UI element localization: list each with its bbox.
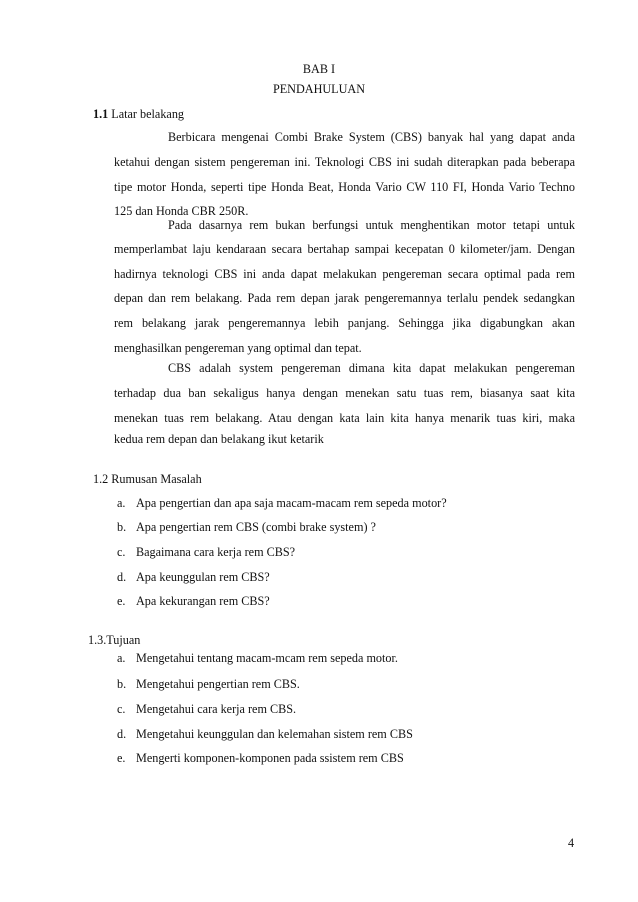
list-item-text: Bagaimana cara kerja rem CBS?: [136, 545, 296, 559]
paragraph-line: depan dan rem belakang. Pada rem depan jarak pengeremannya terlalu pendek sedangkan: [114, 291, 575, 305]
list-marker: c.: [117, 702, 126, 716]
list-marker: d.: [117, 727, 127, 741]
list-item: [117, 651, 398, 666]
paragraph-line: tipe motor Honda, seperti tipe Honda Beat, Honda Vario CW 110 FI, Honda Vario Techno: [114, 180, 575, 194]
list-item: [117, 545, 295, 560]
list-item-text: Apa kekurangan rem CBS?: [136, 594, 270, 608]
paragraph-line: memperlambat laju kendaraan secara bertahap sampai kecepatan 0 kilometer/jam. Dengan: [114, 242, 575, 256]
list-marker: e.: [117, 751, 126, 765]
chapter-label: BAB I: [302, 62, 336, 76]
paragraph-line: Pada dasarnya rem bukan berfungsi untuk menghentikan motor tetapi untuk: [168, 218, 575, 232]
list-item: [117, 570, 270, 585]
chapter-title: PENDAHULUAN: [272, 82, 366, 96]
list-item-text: Mengerti komponen-komponen pada ssistem rem CBS: [136, 751, 404, 765]
list-marker: d.: [117, 570, 127, 584]
section-1-1-heading: [93, 107, 184, 122]
section-1-1-title: Latar belakang: [111, 107, 185, 121]
paragraph-line: terhadap dua ban sekaligus hanya dengan menekan satu tuas rem, biasanya saat kita: [114, 386, 575, 400]
list-marker: b.: [117, 520, 127, 534]
list-item-text: Mengetahui cara kerja rem CBS.: [136, 702, 297, 716]
paragraph-line: menghasilkan pengereman yang optimal dan tepat.: [114, 341, 362, 355]
list-item: [117, 594, 270, 609]
list-marker: e.: [117, 594, 126, 608]
list-item: [117, 496, 447, 511]
list-item-text: Apa pengertian rem CBS (combi brake system) ?: [136, 520, 376, 534]
list-marker: c.: [117, 545, 126, 559]
list-marker: b.: [117, 677, 127, 691]
section-1-1-number: 1.1: [93, 107, 109, 121]
paragraph-line: rem belakang jarak pengeremannya lebih panjang. Sehingga jika digabungkan akan: [114, 316, 575, 330]
list-item: [117, 520, 376, 535]
paragraph-line: CBS adalah system pengereman dimana kita dapat melakukan pengereman: [168, 361, 575, 375]
list-item: [117, 751, 404, 766]
paragraph-line: 125 dan Honda CBR 250R.: [114, 204, 249, 218]
list-marker: a.: [117, 496, 126, 510]
list-item-text: Mengetahui pengertian rem CBS.: [136, 677, 300, 691]
section-1-3-heading: 1.3.Tujuan: [88, 633, 141, 647]
paragraph-line: Berbicara mengenai Combi Brake System (CBS) banyak hal yang dapat anda: [168, 130, 575, 144]
list-item: [117, 727, 413, 742]
paragraph-line: menekan tuas rem belakang. Atau dengan kata lain kita hanya menarik tuas kiri, maka: [114, 411, 575, 425]
page-number: 4: [568, 836, 575, 850]
paragraph-line: ketahui dengan sistem pengereman ini. Teknologi CBS ini sudah diterapkan pada beberapa: [114, 155, 575, 169]
list-item: [117, 702, 296, 717]
section-1-2-heading: 1.2 Rumusan Masalah: [93, 472, 202, 486]
list-item-text: Apa pengertian dan apa saja macam-macam rem sepeda motor?: [136, 496, 447, 510]
list-marker: a.: [117, 651, 126, 665]
list-item: [117, 677, 300, 692]
paragraph-line: hadirnya teknologi CBS ini anda dapat melakukan pengereman secara optimal pada rem: [114, 267, 575, 281]
list-item-text: Mengetahui tentang macam-mcam rem sepeda motor.: [136, 651, 398, 665]
list-item-text: Mengetahui keunggulan dan kelemahan sistem rem CBS: [136, 727, 413, 741]
list-item-text: Apa keunggulan rem CBS?: [136, 570, 270, 584]
paragraph-line: kedua rem depan dan belakang ikut ketarik: [114, 432, 324, 446]
